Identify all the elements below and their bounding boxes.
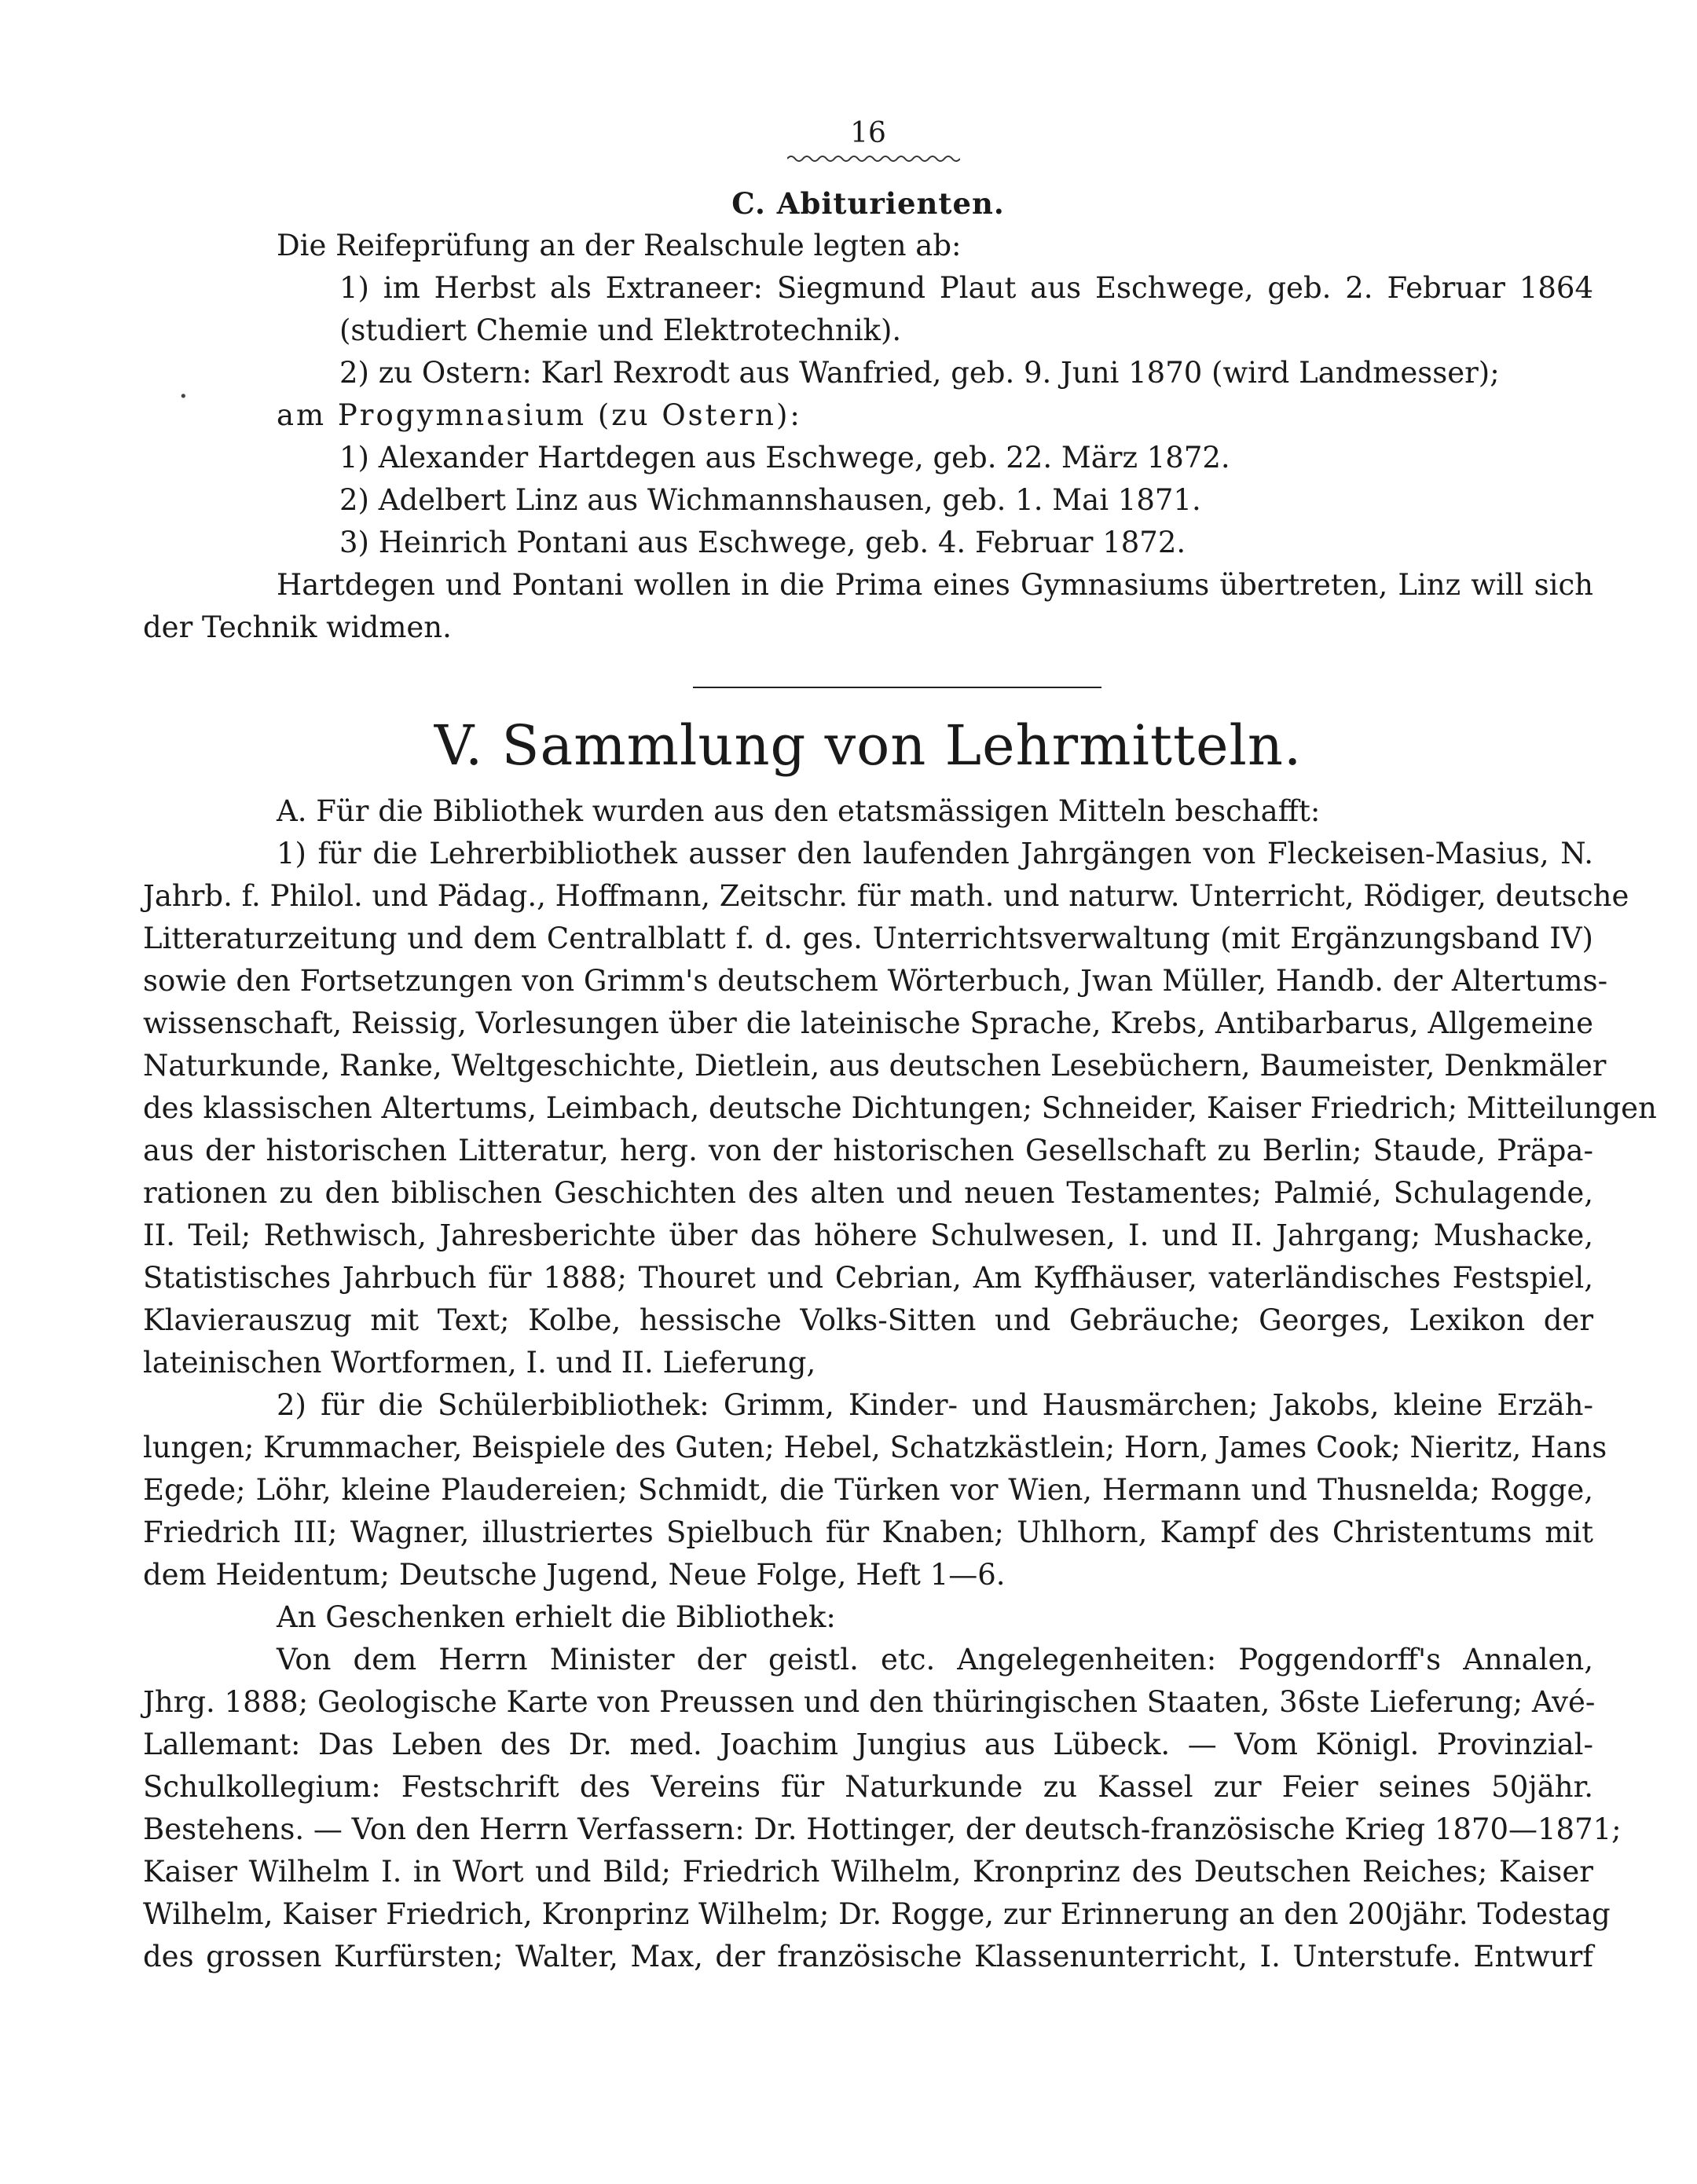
section-v-line: Naturkunde, Ranke, Weltgeschichte, Dietlein, aus deutschen Lesebüchern, Baumeister, Denkmäler (143, 1049, 1607, 1083)
section-c-intro: Die Reifeprüfung an der Realschule legten ab: (277, 229, 962, 262)
abiturient-item-1: 1) im Herbst als Extraneer: Siegmund Plaut aus Eschwege, geb. 2. Februar 1864 (339, 271, 1593, 305)
section-v-line: Jhrg. 1888; Geologische Karte von Preussen und den thüringischen Staaten, 36ste Lieferung; Avé- (143, 1685, 1596, 1719)
page-number: 16 (850, 117, 886, 149)
abiturient-item-2: 2) zu Ostern: Karl Rexrodt aus Wanfried, geb. 9. Juni 1870 (wird Landmesser); (339, 356, 1500, 390)
section-v-line: lungen; Krummacher, Beispiele des Guten; Hebel, Schatzkästlein; Horn, James Cook; Nieritz, Hans (143, 1431, 1607, 1464)
section-v-heading: V. Sammlung von Lehrmitteln. (434, 713, 1303, 778)
section-v-line: Lallemant: Das Leben des Dr. med. Joachim Jungius aus Lübeck. — Vom Königl. Provinzial- (143, 1728, 1593, 1761)
progymnasium-item-1: 1) Alexander Hartdegen aus Eschwege, geb. 22. März 1872. (339, 441, 1230, 475)
progymnasium-item-2: 2) Adelbert Linz aus Wichmannshausen, geb. 1. Mai 1871. (339, 483, 1201, 517)
section-v-line: II. Teil; Rethwisch, Jahresberichte über das höhere Schulwesen, I. und II. Jahrgang; Mushacke, (143, 1218, 1593, 1252)
section-v-line: Bestehens. — Von den Herrn Verfassern: Dr. Hottinger, der deutsch-französische Krieg 1870—1871; (143, 1812, 1622, 1846)
section-c-outro: Hartdegen und Pontani wollen in die Prima eines Gymnasiums übertreten, Linz will sich (277, 568, 1593, 602)
progymnasium-item-3: 3) Heinrich Pontani aus Eschwege, geb. 4. Februar 1872. (339, 526, 1186, 559)
section-v-line: 1) für die Lehrerbibliothek ausser den laufenden Jahrgängen von Fleckeisen-Masius, N. (277, 837, 1593, 870)
section-v-line: rationen zu den biblischen Geschichten des alten und neuen Testamentes; Palmié, Schulagende, (143, 1176, 1593, 1210)
section-v-line: Klavierauszug mit Text; Kolbe, hessische Volks-Sitten und Gebräuche; Georges, Lexikon der (143, 1303, 1593, 1337)
margin-mark: · (178, 379, 189, 415)
section-v-line: wissenschaft, Reissig, Vorlesungen über die lateinische Sprache, Krebs, Antibarbarus, Allgemeine (143, 1006, 1593, 1040)
section-v-line: aus der historischen Litteratur, herg. von der historischen Gesellschaft zu Berlin; Staude, Präpa- (143, 1134, 1593, 1167)
section-v-line: Statistisches Jahrbuch für 1888; Thouret und Cebrian, Am Kyffhäuser, vaterländisches Festspiel, (143, 1261, 1593, 1295)
section-v-line: sowie den Fortsetzungen von Grimm's deutschem Wörterbuch, Jwan Müller, Handb. der Altertums- (143, 964, 1608, 998)
section-v-line: 2) für die Schülerbibliothek: Grimm, Kinder- und Hausmärchen; Jakobs, kleine Erzäh- (277, 1388, 1593, 1422)
section-divider (693, 687, 1101, 688)
section-c-outro-cont: der Technik widmen. (143, 610, 452, 644)
section-v-line: Egede; Löhr, kleine Plaudereien; Schmidt, die Türken vor Wien, Hermann und Thusnelda; Rogge, (143, 1473, 1593, 1507)
section-v-line: lateinischen Wortformen, I. und II. Lieferung, (143, 1346, 816, 1380)
section-v-line: des grossen Kurfürsten; Walter, Max, der französische Klassenunterricht, I. Unterstufe. Entwurf (143, 1940, 1593, 1973)
abiturient-item-1-cont: (studiert Chemie und Elektrotechnik). (339, 313, 902, 347)
section-v-line: Kaiser Wilhelm I. in Wort und Bild; Friedrich Wilhelm, Kronprinz des Deutschen Reiches; Kaiser (143, 1855, 1593, 1889)
section-v-line: Schulkollegium: Festschrift des Vereins für Naturkunde zu Kassel zur Feier seines 50jähr. (143, 1770, 1593, 1804)
section-v-line: des klassischen Altertums, Leimbach, deutsche Dichtungen; Schneider, Kaiser Friedrich; Mitteilungen (143, 1091, 1657, 1125)
section-v-line: dem Heidentum; Deutsche Jugend, Neue Folge, Heft 1—6. (143, 1558, 1006, 1592)
section-c-body (143, 225, 1593, 649)
section-v-body (143, 790, 1657, 1978)
section-c-heading: C. Abiturienten. (731, 186, 1005, 221)
section-v-line: Friedrich III; Wagner, illustriertes Spielbuch für Knaben; Uhlhorn, Kampf des Christentums mit (143, 1515, 1593, 1549)
section-v-line: Jahrb. f. Philol. und Pädag., Hoffmann, Zeitschr. für math. und naturw. Unterricht, Rödiger, deutsche (143, 879, 1629, 913)
section-v-line: Wilhelm, Kaiser Friedrich, Kronprinz Wilhelm; Dr. Rogge, zur Erinnerung an den 200jähr. Todestag (143, 1897, 1611, 1931)
section-v-line: A. Für die Bibliothek wurden aus den etatsmässigen Mitteln beschafft: (277, 794, 1321, 828)
section-v-line: An Geschenken erhielt die Bibliothek: (277, 1600, 836, 1634)
progymnasium-label: am Progymnasium (zu Ostern): (277, 398, 802, 432)
section-v-line: Von dem Herrn Minister der geistl. etc. Angelegenheiten: Poggendorff's Annalen, (277, 1643, 1593, 1676)
section-v-line: Litteraturzeitung und dem Centralblatt f. d. ges. Unterrichtsverwaltung (mit Ergänzungsband IV) (143, 922, 1593, 955)
wavy-rule-ornament (787, 153, 960, 164)
